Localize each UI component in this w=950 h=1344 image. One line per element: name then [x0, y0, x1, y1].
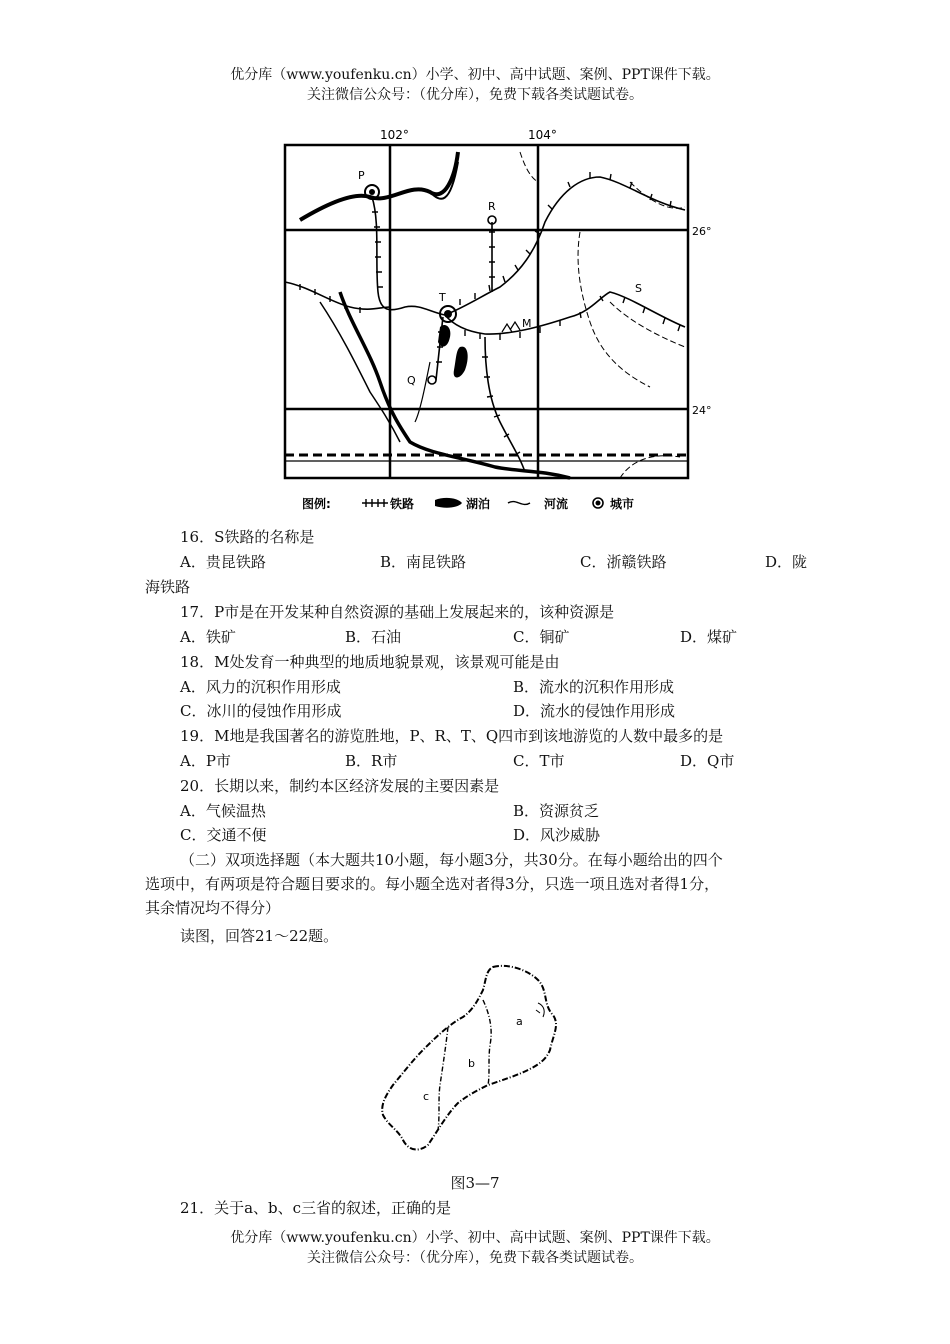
boundary-a-b	[483, 1000, 491, 1085]
province-map	[378, 955, 588, 1155]
river-thin-2	[415, 362, 430, 422]
lat-label-24: 24°	[692, 404, 712, 417]
q17-option-b: B．石油	[345, 628, 402, 646]
legend-river: 河流	[544, 497, 569, 511]
q18-stem: 18．M处发育一种典型的地质地貌景观，该景观可能是由	[180, 653, 560, 671]
legend-river-icon	[508, 502, 530, 505]
label-b: b	[468, 1057, 475, 1070]
river-dash-1	[520, 152, 538, 182]
q19-option-d: D．Q市	[680, 752, 735, 770]
railway-ticks	[300, 172, 680, 455]
boundary-b-c	[438, 1027, 448, 1130]
railways	[285, 177, 685, 472]
label-Q: Q	[407, 374, 416, 387]
q16-option-d: D．陇	[765, 553, 808, 571]
q20-option-c: C．交通不便	[180, 826, 267, 844]
q18-option-a: A．风力的沉积作用形成	[180, 678, 341, 696]
legend-title: 图例:	[302, 497, 331, 511]
footer-line-1: 优分库（www.youfenku.cn）小学、初中、高中试题、案例、PPT课件下载。	[230, 1230, 720, 1246]
city-P-dot	[369, 189, 375, 195]
q20-option-d: D．风沙威胁	[513, 826, 601, 844]
q17-option-d: D．煤矿	[680, 628, 738, 646]
q16-option-c: C．浙赣铁路	[580, 553, 667, 571]
q17-stem: 17．P市是在开发某种自然资源的基础上发展起来的，该种资源是	[180, 603, 615, 621]
section2-line-1: （二）双项选择题（本大题共10小题，每小题3分，共30分。在每小题给出的四个	[180, 851, 723, 869]
q20-stem: 20．长期以来，制约本区经济发展的主要因素是	[180, 777, 500, 795]
q17-option-c: C．铜矿	[513, 628, 570, 646]
q20-option-b: B．资源贫乏	[513, 802, 600, 820]
q19-option-b: B．R市	[345, 752, 398, 770]
river-dash-4	[630, 182, 685, 208]
river-dash-2	[578, 232, 650, 387]
lon-label-102: 102°	[380, 128, 409, 142]
city-T-dot	[444, 310, 452, 318]
section2-line-3: 其余情况均不得分）	[145, 899, 281, 917]
label-P: P	[358, 169, 365, 182]
legend-city: 城市	[610, 497, 635, 511]
railway-P-T	[372, 197, 445, 315]
railway-south	[485, 337, 525, 472]
railway-northeast	[445, 177, 685, 315]
railway-map	[280, 122, 712, 517]
map-legend	[302, 496, 634, 511]
q18-option-b: B．流水的沉积作用形成	[513, 678, 675, 696]
q21-stem: 21．关于a、b、c三省的叙述，正确的是	[180, 1199, 452, 1217]
q19-stem: 19．M地是我国著名的游览胜地，P、R、T、Q四市到该地游览的人数中最多的是	[180, 727, 724, 745]
label-c: c	[423, 1090, 430, 1103]
read-instruction: 读图，回答21～22题。	[180, 927, 339, 945]
q16-option-a: A．贵昆铁路	[180, 553, 266, 571]
footer-line-2: 关注微信公众号：（优分库），免费下载各类试题试卷。	[307, 1250, 643, 1266]
label-M: M	[522, 317, 532, 330]
q16-stem: 16．S铁路的名称是	[180, 528, 315, 546]
map-frame	[285, 145, 688, 478]
q19-option-a: A．P市	[180, 752, 231, 770]
lake-fuxian	[454, 347, 468, 378]
q16-option-b: B．南昆铁路	[380, 553, 467, 571]
railway-west	[285, 282, 390, 309]
river-yuan	[340, 292, 570, 478]
section2-line-2: 选项中，有两项是符合题目要求的。每小题全选对者得3分，只选一项且选对者得1分，	[145, 875, 720, 893]
q20-option-a: A．气候温热	[180, 802, 266, 820]
city-Q	[428, 376, 436, 384]
legend-lake: 湖泊	[466, 497, 491, 511]
river-jinsha	[300, 152, 458, 220]
header-line-1: 优分库（www.youfenku.cn）小学、初中、高中试题、案例、PPT课件下载。	[230, 67, 720, 83]
coastal-detail	[536, 1003, 544, 1017]
figure-caption: 图3—7	[450, 1174, 500, 1192]
lake-dianchi	[438, 325, 450, 347]
legend-lake-icon	[435, 498, 462, 508]
label-a: a	[516, 1015, 523, 1028]
lon-label-104: 104°	[528, 128, 557, 142]
label-S: S	[635, 282, 642, 295]
legend-railway: 铁路	[390, 497, 415, 511]
q18-option-d: D．流水的侵蚀作用形成	[513, 702, 676, 720]
railway-S	[445, 292, 685, 334]
label-T: T	[439, 291, 446, 304]
lat-label-26: 26°	[692, 225, 712, 238]
q16-option-d-cont: 海铁路	[145, 578, 191, 596]
q17-option-a: A．铁矿	[180, 628, 236, 646]
q19-option-c: C．T市	[513, 752, 565, 770]
q18-option-c: C．冰川的侵蚀作用形成	[180, 702, 342, 720]
header-line-2: 关注微信公众号：（优分库），免费下载各类试题试卷。	[307, 87, 643, 103]
river-thin-1	[320, 302, 400, 442]
river-dash-5	[620, 456, 680, 478]
label-R: R	[488, 200, 496, 213]
